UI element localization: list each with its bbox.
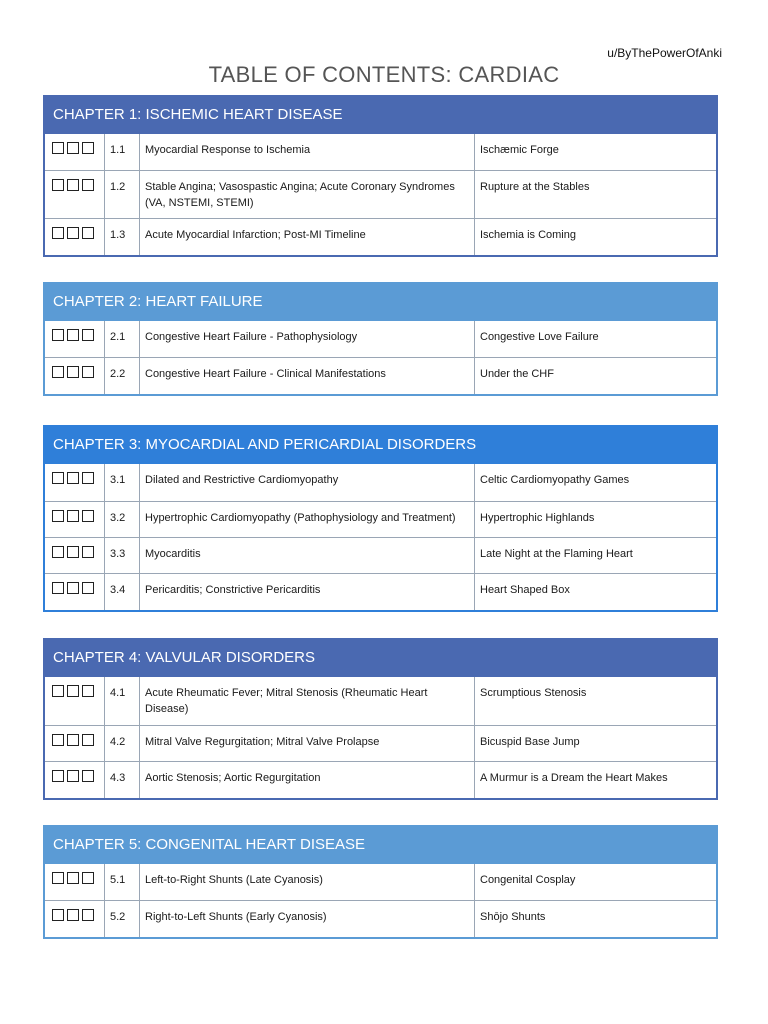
checkbox[interactable] [52,142,64,154]
checkbox[interactable] [67,734,79,746]
table-row [45,537,716,573]
checkbox[interactable] [52,472,64,484]
episode-cell: Congenital Cosplay [475,864,717,900]
episode-cell: A Murmur is a Dream the Heart Makes [480,771,668,784]
checkbox[interactable] [52,734,64,746]
checkbox-group [45,134,105,170]
chapter-2-section [43,282,718,396]
checkbox[interactable] [52,329,64,341]
checkbox[interactable] [52,227,64,239]
checkbox-group [45,761,105,798]
chapter-4-section [43,638,718,800]
checkbox[interactable] [82,770,94,782]
episode-cell: Heart Shaped Box [480,583,570,596]
table-row [45,677,716,725]
checkbox[interactable] [67,510,79,522]
section-number: 1.3 [105,218,140,255]
table-row [45,218,716,255]
checkbox-group [45,725,105,761]
chapter-1-section [43,95,718,257]
topic-cell: Stable Angina; Vasospastic Angina; Acute Coronary Syndromes (VA, NSTEMI, STEMI) [140,170,475,218]
table-row [45,900,716,937]
checkbox[interactable] [67,685,79,697]
checkbox[interactable] [67,582,79,594]
chapter-header: CHAPTER 2: HEART FAILURE [43,282,718,321]
topic-cell: Acute Myocardial Infarction; Post-MI Timeline [140,218,475,255]
chapter-5-section [43,825,718,939]
topic-cell: Congestive Heart Failure - Pathophysiology [140,321,475,357]
checkbox[interactable] [67,909,79,921]
checkbox[interactable] [82,734,94,746]
checkbox[interactable] [52,546,64,558]
chapter-header: CHAPTER 1: ISCHEMIC HEART DISEASE [43,95,718,134]
table-row [45,725,716,761]
table-row [45,573,716,610]
checkbox-group [45,677,105,725]
checkbox[interactable] [82,510,94,522]
table-row [45,321,716,357]
checkbox[interactable] [52,366,64,378]
table-row [45,134,716,170]
checkbox[interactable] [82,329,94,341]
section-number: 4.2 [105,725,140,761]
section-number: 3.1 [105,464,140,501]
table-row [45,464,716,501]
checkbox[interactable] [82,546,94,558]
section-number: 3.4 [105,573,140,610]
checkbox[interactable] [82,582,94,594]
checkbox-group [45,218,105,255]
topic-cell: Aortic Stenosis; Aortic Regurgitation [140,761,475,798]
checkbox-group [45,170,105,218]
episode-cell: Celtic Cardiomyopathy Games [475,464,717,501]
episode-cell: Under the CHF [480,367,554,380]
episode-cell: Rupture at the Stables [475,170,717,218]
section-number: 2.2 [105,357,140,394]
checkbox[interactable] [67,329,79,341]
checkbox[interactable] [67,770,79,782]
table-row [45,864,716,900]
page-title: TABLE OF CONTENTS: CARDIAC [208,62,560,87]
checkbox[interactable] [67,472,79,484]
checkbox-group [45,464,105,501]
chapter-table [45,321,716,394]
chapter-table [45,864,716,937]
topic-cell: Congestive Heart Failure - Clinical Manifestations [140,357,475,394]
checkbox-group [45,864,105,900]
chapter-header: CHAPTER 4: VALVULAR DISORDERS [43,638,718,677]
topic-cell: Hypertrophic Cardiomyopathy (Pathophysiology and Treatment) [140,501,475,537]
section-number: 3.2 [105,501,140,537]
section-number: 5.1 [105,864,140,900]
author-credit: u/ByThePowerOfAnki [607,46,722,60]
checkbox[interactable] [82,366,94,378]
topic-cell: Pericarditis; Constrictive Pericarditis [140,573,475,610]
topic-cell: Myocarditis [140,537,475,573]
checkbox[interactable] [52,510,64,522]
checkbox[interactable] [52,582,64,594]
table-row [45,357,716,394]
table-row [45,170,716,218]
chapter-table [45,134,716,255]
checkbox[interactable] [67,227,79,239]
chapter-header: CHAPTER 3: MYOCARDIAL AND PERICARDIAL DISORDERS [43,425,718,464]
checkbox-group [45,321,105,357]
checkbox[interactable] [52,770,64,782]
episode-cell: Hypertrophic Highlands [475,501,717,537]
checkbox[interactable] [67,546,79,558]
checkbox[interactable] [82,179,94,191]
topic-cell: Myocardial Response to Ischemia [140,134,475,170]
table-row [45,501,716,537]
topic-cell: Right-to-Left Shunts (Early Cyanosis) [140,900,475,937]
checkbox[interactable] [82,909,94,921]
checkbox[interactable] [67,366,79,378]
checkbox[interactable] [52,909,64,921]
checkbox[interactable] [52,872,64,884]
topic-cell: Acute Rheumatic Fever; Mitral Stenosis (Rheumatic Heart Disease) [140,677,475,725]
checkbox-group [45,537,105,573]
episode-cell: Ischæmic Forge [475,134,717,170]
checkbox-group [45,900,105,937]
chapter-3-section [43,425,718,612]
section-number: 4.3 [105,761,140,798]
chapter-table [45,677,716,798]
checkbox[interactable] [82,685,94,697]
checkbox[interactable] [52,179,64,191]
episode-cell: Bicuspid Base Jump [475,725,717,761]
checkbox[interactable] [67,872,79,884]
checkbox-group [45,501,105,537]
section-number: 4.1 [105,677,140,725]
checkbox[interactable] [67,179,79,191]
topic-cell: Dilated and Restrictive Cardiomyopathy [140,464,475,501]
checkbox[interactable] [82,227,94,239]
topic-cell: Left-to-Right Shunts (Late Cyanosis) [140,864,475,900]
chapter-header: CHAPTER 5: CONGENITAL HEART DISEASE [43,825,718,864]
episode-cell: Late Night at the Flaming Heart [475,537,717,573]
table-row [45,761,716,798]
checkbox-group [45,357,105,394]
section-number: 2.1 [105,321,140,357]
section-number: 3.3 [105,537,140,573]
episode-cell: Shōjo Shunts [480,910,546,923]
checkbox[interactable] [82,472,94,484]
chapter-table [45,464,716,610]
section-number: 5.2 [105,900,140,937]
checkbox[interactable] [82,142,94,154]
section-number: 1.1 [105,134,140,170]
episode-cell: Ischemia is Coming [480,228,576,241]
episode-cell: Congestive Love Failure [475,321,717,357]
checkbox[interactable] [67,142,79,154]
checkbox[interactable] [82,872,94,884]
checkbox-group [45,573,105,610]
section-number: 1.2 [105,170,140,218]
checkbox[interactable] [52,685,64,697]
episode-cell: Scrumptious Stenosis [475,677,717,725]
topic-cell: Mitral Valve Regurgitation; Mitral Valve Prolapse [140,725,475,761]
